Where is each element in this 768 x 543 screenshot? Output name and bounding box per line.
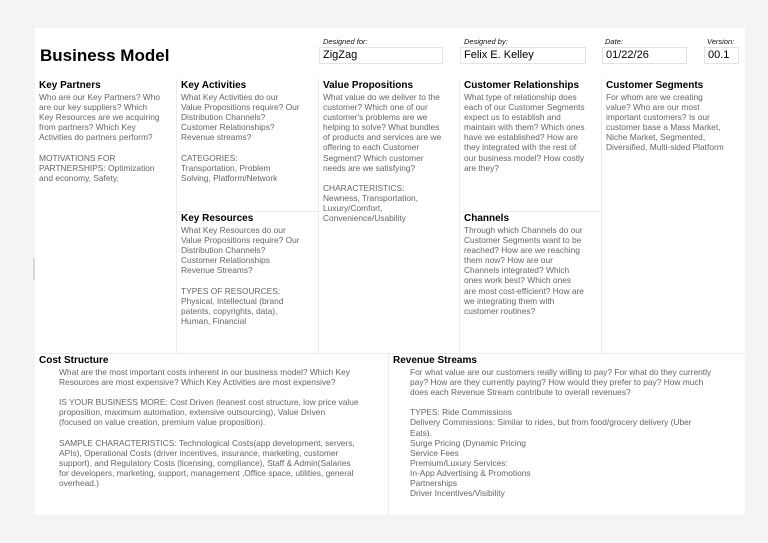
date-label: Date: <box>605 37 623 46</box>
revenue-streams-text: For what value are our customers really willing to pay? For what do they currently pay? How are they currently paying? How would they prefer to pay? How much does each Revenue Stream contribute to overall revenues? TYPES: Ride Commissions Delivery Commissions: Similar to rides, but from food/grocery delivery (Uber Eats). Surge Pricing (Dynamic Pricing Service Fees Premium/Luxury Services: In-App Advertising & Promotions Partnerships Driver Incentives/Visibility <box>410 367 712 499</box>
key-activities-title: Key Activities <box>181 80 247 91</box>
date-field[interactable]: 01/22/26 <box>602 47 687 64</box>
customer-segments-text: For whom are we creating value? Who are our most important customers? Is our customer base a Mass Market, Niche Market, Segmented, Diversified, Multi-sided Platform <box>606 92 724 153</box>
customer-relationships-section[interactable] <box>460 79 602 212</box>
customer-relationships-title: Customer Relationships <box>464 80 580 91</box>
designed-for-field[interactable]: ZigZag <box>319 47 443 64</box>
revenue-streams-section[interactable] <box>389 354 745 515</box>
channels-section[interactable] <box>460 212 602 354</box>
value-propositions-text: What value do we deliver to the customer? Which one of our customer's problems are we helping to solve? What bundles of products and services are we offering to each Customer Segment? Which customer needs are we satisfying? CHARACTERISTICS: Newness, Transportation, Luxury/Comfort, Convenience/Usability <box>323 92 442 224</box>
designed-by-field[interactable]: Felix E. Kelley <box>460 47 586 64</box>
key-activities-text: What Key Activities do our Value Propositions require? Our Distribution Channels? Customer Relationships? Revenue streams? CATEGORIES: Transportation, Problem Solving, Platform/Network <box>181 92 300 183</box>
key-resources-section[interactable] <box>177 212 319 354</box>
version-field[interactable]: 00.1 <box>704 47 739 64</box>
channels-text: Through which Channels do our Customer Segments want to be reached? How are we reaching them now? How are our Channels integrated? Which ones work best? Which ones are most cost-efficient? How are we integrating them with customer routines? <box>464 225 584 316</box>
cost-structure-title: Cost Structure <box>39 355 109 366</box>
customer-segments-section[interactable] <box>602 79 745 354</box>
key-resources-title: Key Resources <box>181 213 254 224</box>
key-partners-text: Who are our Key Partners? Who are our key suppliers? Which Key Resources are we acquiring from partners? Which Key Activities do partners perform? MOTIVATIONS FOR PARTNERSHIPS: Optimization and economy, Safety, <box>39 92 161 183</box>
designed-by-label: Designed by: <box>464 37 508 46</box>
resize-handle[interactable] <box>33 258 35 280</box>
key-resources-text: What Key Resources do our Value Propositions require? Our Distribution Channels? Customer Relationships Revenue Streams? TYPES OF RESOURCES: Physical, Intellectual (brand patents, copyrights, data), Human, Financial <box>181 225 300 326</box>
channels-title: Channels <box>464 213 510 224</box>
designed-for-label: Designed for: <box>323 37 368 46</box>
cost-structure-section[interactable] <box>35 354 389 515</box>
cost-structure-text: What are the most important costs inherent in our business model? Which Key Resources are most expensive? Which Key Activities are most expensive? IS YOUR BUSINESS MORE: Cost Driven (leanest cost structure, low price value proposition, maximum automation, extensive outsourcing), Value Driven (focused on value creation, premium value proposition). SAMPLE CHARACTERISTICS: Technological Costs(app development, servers, APIs), Operational Costs (driver incentives, insurance, marketing, customer support), and Regulatory Costs (licensing, compliance), Staff & Admin(Salaries for developers, marketing, support, management ,Office space, utilities, general overhead.) <box>59 367 359 489</box>
revenue-streams-title: Revenue Streams <box>393 355 477 366</box>
key-partners-title: Key Partners <box>39 80 101 91</box>
value-propositions-section[interactable] <box>319 79 460 354</box>
key-activities-section[interactable] <box>177 79 319 212</box>
value-propositions-title: Value Propositions <box>323 80 414 91</box>
customer-segments-title: Customer Segments <box>606 80 704 91</box>
page-title: Business Model <box>40 46 170 65</box>
version-label: Version: <box>707 37 735 46</box>
customer-relationships-text: What type of relationship does each of our Customer Segments expect us to establish and maintain with them? Which ones have we established? How are they integrated with the rest of our business model? How costly are they? <box>464 92 585 173</box>
key-partners-section[interactable] <box>35 79 177 354</box>
business-model-canvas <box>35 28 745 515</box>
